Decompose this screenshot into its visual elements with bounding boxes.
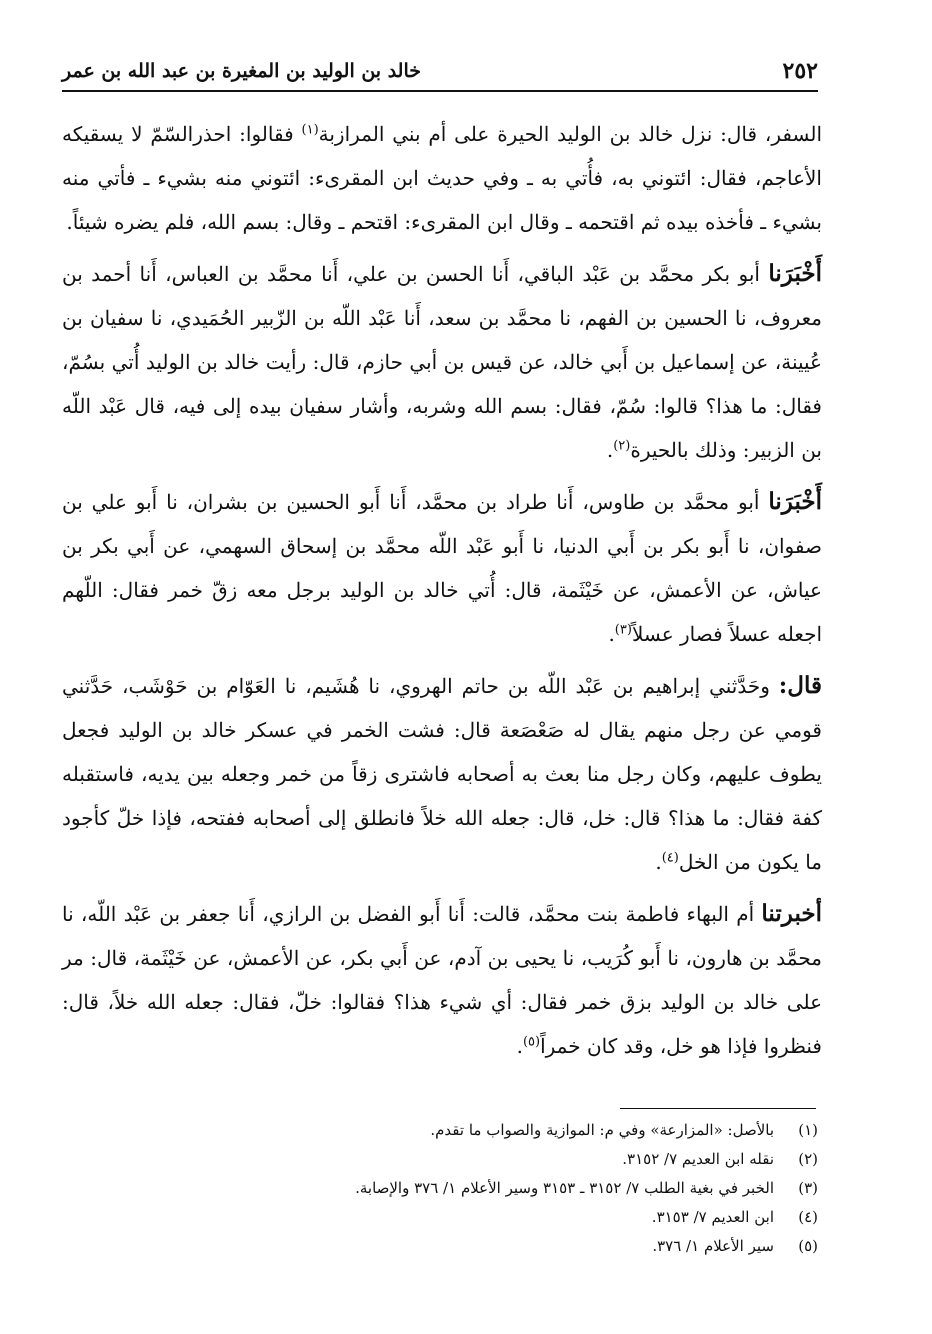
paragraph-text-rest: .: [516, 1034, 523, 1058]
paragraph-text-rest: .: [608, 622, 615, 646]
paragraph-lead: قال:: [778, 672, 823, 699]
header-title: خالد بن الوليد بن المغيرة بن عبد الله بن عمر: [62, 60, 421, 82]
paragraph-text-rest: .: [606, 438, 614, 462]
running-header: [62, 54, 818, 92]
paragraph-lead: أَخْبَرَنا: [768, 488, 822, 515]
footnote-text: ابن العديم ٧/ ٣١٥٣.: [651, 1208, 774, 1226]
footnote-number: (١): [798, 1121, 818, 1139]
footnote-item: [62, 1174, 818, 1203]
footnote-item: [62, 1203, 818, 1232]
main-text: [62, 112, 822, 1076]
paragraph-text: أم البهاء فاطمة بنت محمَّد، قالت: أَنا أَبو الفضل بن الرازي، أَنا جعفر بن عَبْد اللّه، نا محمَّد بن هارون، نا أَبو كُرَيب، نا يحيى بن آدم، عن أَبي بكر، عن الأعمش، عن خَيْثَمة، قال: مر على خالد بن الوليد بزق خمر فقال: أي شيء هذا؟ فقالوا: خلّ، فقال: جعله الله خلاً، قال: فنظروا فإذا هو خل، وقد كان خمراً: [62, 902, 822, 1058]
paragraph-5: [62, 892, 822, 1068]
footnote-text: نقله ابن العديم ٧/ ٣١٥٢.: [622, 1150, 774, 1168]
paragraph-lead: أَخْبَرَنا: [768, 260, 823, 287]
footnote-number: (٣): [798, 1179, 818, 1197]
footnote-text: الخبر في بغية الطلب ٧/ ٣١٥٢ ـ ٣١٥٣ وسير الأعلام ١/ ٣٧٦ والإصابة.: [355, 1179, 774, 1197]
paragraph-1: [62, 112, 822, 244]
paragraph-lead: أخبرتنا: [761, 900, 822, 927]
footnote-text: بالأصل: «المزارعة» وفي م: الموازية والصواب ما تقدم.: [430, 1121, 774, 1139]
paragraph-text: أبو بكر محمَّد بن عَبْد الباقي، أَنا الحسن بن علي، أَنا محمَّد بن العباس، أَنا أحمد بن معروف، نا الحسين بن الفهم، نا محمَّد بن سعد، أَنا عَبْد اللّه بن الزّبير الحُمَيدي، نا سفيان بن عُيينة، عن إسماعيل بن أَبي خالد، عن قيس بن أبي حازم، قال: رأيت خالد بن الوليد أُتي بسُمّ، فقال: ما هذا؟ قالوا: سُمّ، فقال: بسم الله وشربه، وأشار سفيان بيده إلى فيه، قال عَبْد اللّه بن الزبير: وذلك بالحيرة: [62, 262, 822, 462]
footnote-number: (٥): [798, 1237, 818, 1255]
footnote-text: سير الأعلام ١/ ٣٧٦.: [652, 1237, 774, 1255]
footnote-ref: (٣): [614, 622, 632, 638]
footnote-ref: (٥): [522, 1034, 541, 1050]
footnote-divider: [620, 1108, 816, 1109]
footnote-number: (٤): [798, 1208, 818, 1226]
footnote-ref: (٢): [613, 438, 631, 454]
paragraph-text: أبو محمَّد بن طاوس، أَنا طراد بن محمَّد، أَنا أَبو الحسين بن بشران، نا أَبو علي بن صفوان، نا أَبو بكر بن أَبي الدنيا، نا أَبو عَبْد اللّه محمَّد بن إسحاق السهمي، عن أَبي بكر بن عياش، عن الأعمش، عن خَيْثَمة، قال: أُتي خالد بن الوليد برجل معه زقّ خمر فقال: اللّهم اجعله عسلاً فصار عسلاً: [62, 490, 822, 646]
paragraph-4: [62, 664, 822, 884]
footnote-ref: (٤): [661, 850, 679, 866]
footnote-ref: (١): [301, 122, 319, 138]
footnote-item: [62, 1145, 818, 1174]
paragraph-2: [62, 252, 822, 472]
footnote-item: [62, 1232, 818, 1261]
paragraph-text-rest: فقالوا: احذرالسّمّ لا يسقيكه الأعاجم، فقال: ائتوني به، فأُتي به ـ وفي حديث ابن المقرىء: ائتوني منه بشيء ـ فأتي منه بشيء ـ فأخذه بيده ثم اقتحمه ـ وقال ابن المقرىء: اقتحم ـ وقال: بسم الله، فلم يضره شيئاً.: [62, 122, 822, 234]
footnotes: [62, 1116, 818, 1261]
paragraph-text-rest: .: [655, 850, 662, 874]
footnote-number: (٢): [798, 1150, 818, 1168]
paragraph-text: وحَدَّثني إبراهيم بن عَبْد اللّه بن حاتم الهروي، نا هُشَيم، نا العَوّام بن حَوْشَب، حَدَّثني قومي عن رجل منهم يقال له صَعْصَعة قال: فشت الخمر في عسكر خالد بن الوليد فجعل يطوف عليهم، وكان رجل منا بعث به أصحابه فاشترى زقاً من خمر وجعله بين يديه، فاستقبله كفة فقال: ما هذا؟ قال: خل، قال: جعله الله خلاً فانطلق إلى أصحابه ففتحه، فإذا خلّ كأجود ما يكون من الخل: [62, 674, 822, 874]
paragraph-3: [62, 480, 822, 656]
footnote-item: [62, 1116, 818, 1145]
paragraph-text: السفر، قال: نزل خالد بن الوليد الحيرة على أم بني المرازبة: [318, 122, 822, 146]
page-number: ٢٥٢: [782, 58, 818, 84]
